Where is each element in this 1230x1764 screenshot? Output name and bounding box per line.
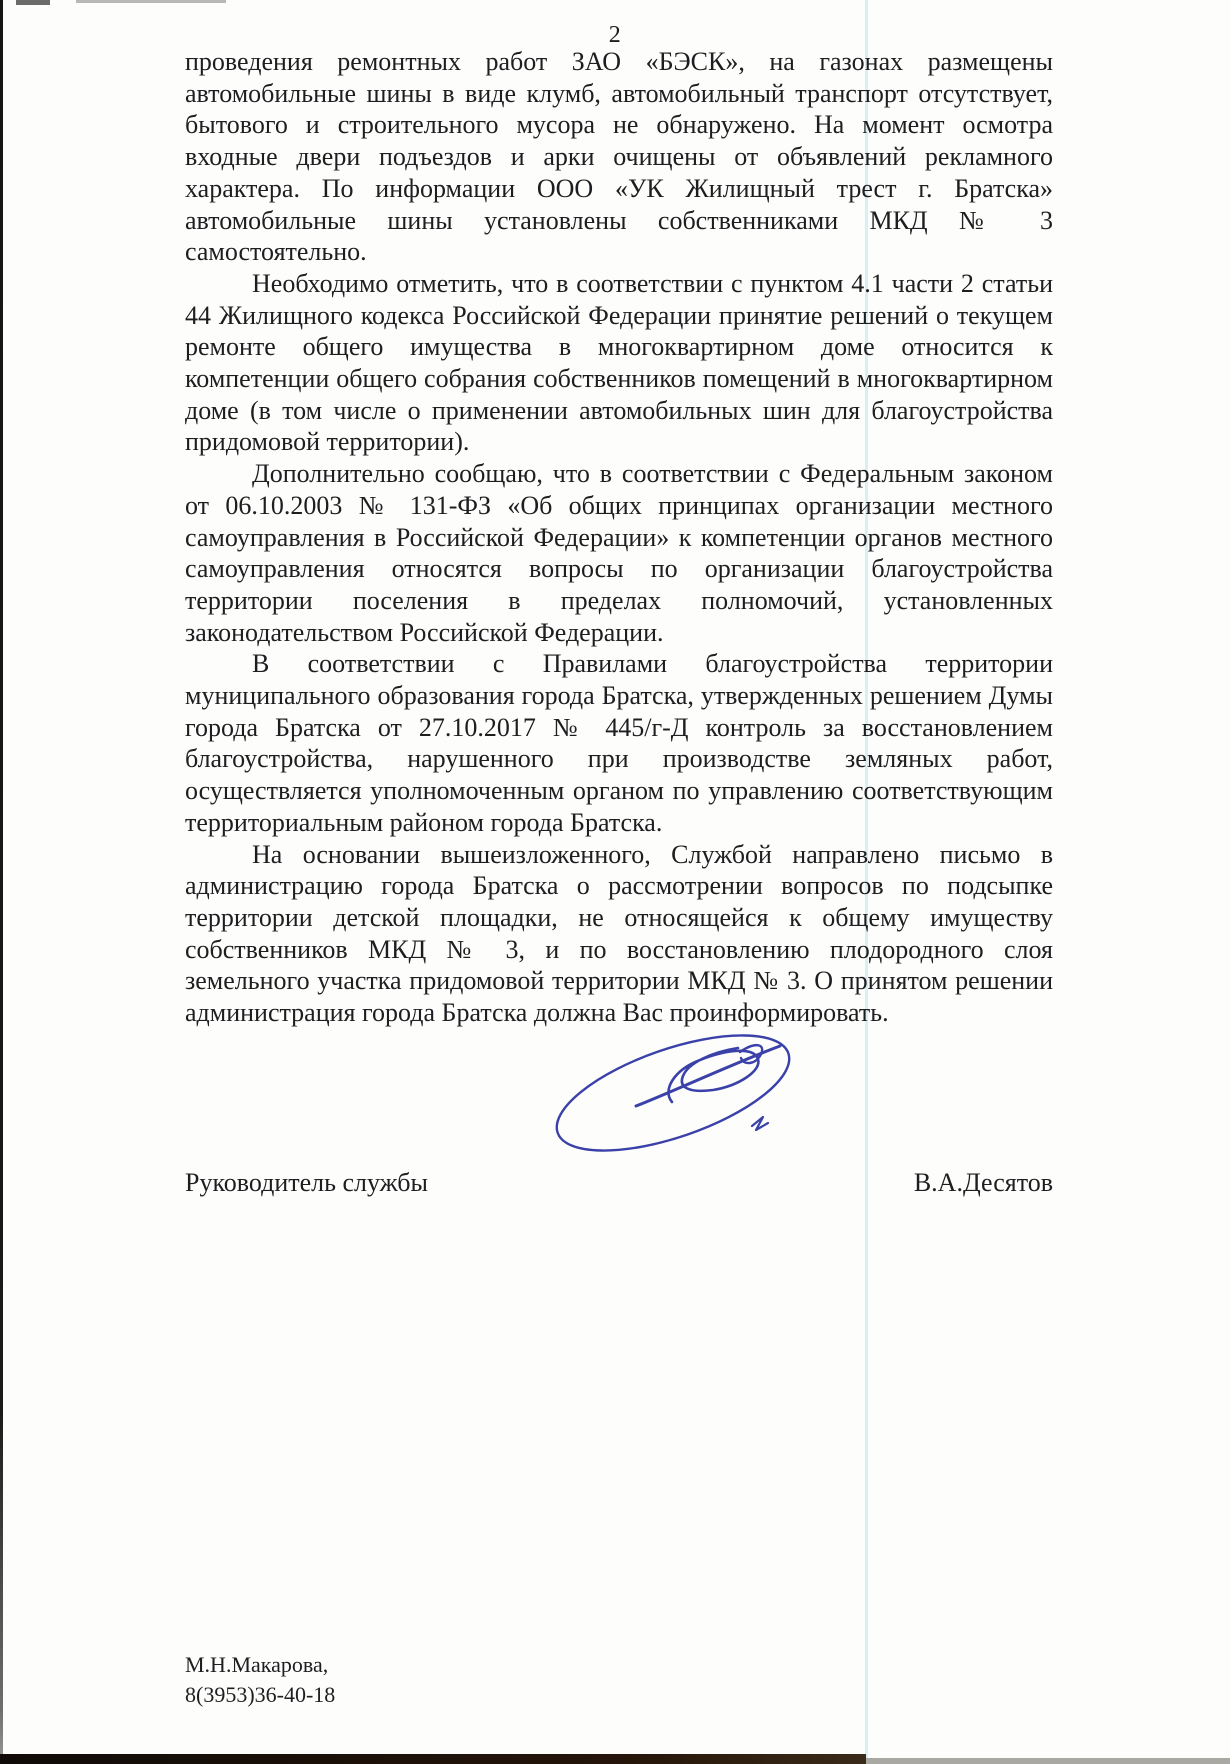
scan-edge-left-line: [0, 0, 3, 1764]
paragraph-4: В соответствии с Правилами благоустройства территории муниципального образования города Братска, утвержденных решением Думы города Братска от 27.10.2017 № 445/г-Д контроль за восстановлением благоустройства, нарушенного при производстве земляных работ, осуществляется уполномоченным органом по управлению соответствующим территориальным районом города Братска.: [185, 649, 1053, 837]
scan-top-streak-faint: [76, 0, 226, 3]
signature-scribble: [540, 1008, 810, 1178]
signer-role: Руководитель службы: [185, 1168, 428, 1197]
executor-phone: 8(3953)36-40-18: [185, 1682, 336, 1707]
letter-body: [185, 46, 1053, 1029]
executor-name: М.Н.Макарова,: [185, 1652, 329, 1677]
executor-contact: [185, 1650, 335, 1710]
paragraph-3: Дополнительно сообщаю, что в соответствии с Федеральным законом от 06.10.2003 № 131-ФЗ «Об общих принципах организации местного самоуправления в Российской Федерации» к компетенции органов местного самоуправления относятся вопросы по организации благоустройства территории поселения в пределах полномочий, установленных законодательством Российской Федерации.: [185, 459, 1053, 647]
paragraph-2: Необходимо отметить, что в соответствии с пунктом 4.1 части 2 статьи 44 Жилищного кодекса Российской Федерации принятие решений о текущем ремонте общего имущества в многоквартирном доме относится к компетенции общего собрания собственников помещений в многоквартирном доме (в том числе о применении автомобильных шин для благоустройства придомовой территории).: [185, 268, 1053, 457]
page-number: 2: [608, 22, 622, 48]
paragraph-5: На основании вышеизложенного, Службой направлено письмо в администрацию города Братска о рассмотрении вопросов по подсыпке территории детской площадки, не относящейся к общему имуществу собственников МКД № 3, и по восстановлению плодородного слоя земельного участка придомовой территории МКД № 3. О принятом решении администрация города Братска должна Вас проинформировать.: [185, 839, 1053, 1028]
scan-top-streak: [16, 0, 50, 5]
signature-row: [185, 1168, 1053, 1198]
signer-name: В.А.Десятов: [913, 1168, 1053, 1197]
paragraph-1: проведения ремонтных работ ЗАО «БЭСК», на газонах размещены автомобильные шины в виде клумб, автомобильный транспорт отсутствует, бытового и строительного мусора не обнаружено. На момент осмотра входные двери подъездов и арки очищены от объявлений рекламного характера. По информации ООО «УК Жилищный трест г. Братска» автомобильные шины установлены собственниками МКД № 3 самостоятельно.: [185, 47, 1053, 267]
scan-bottom-band-dark: [0, 1754, 866, 1764]
